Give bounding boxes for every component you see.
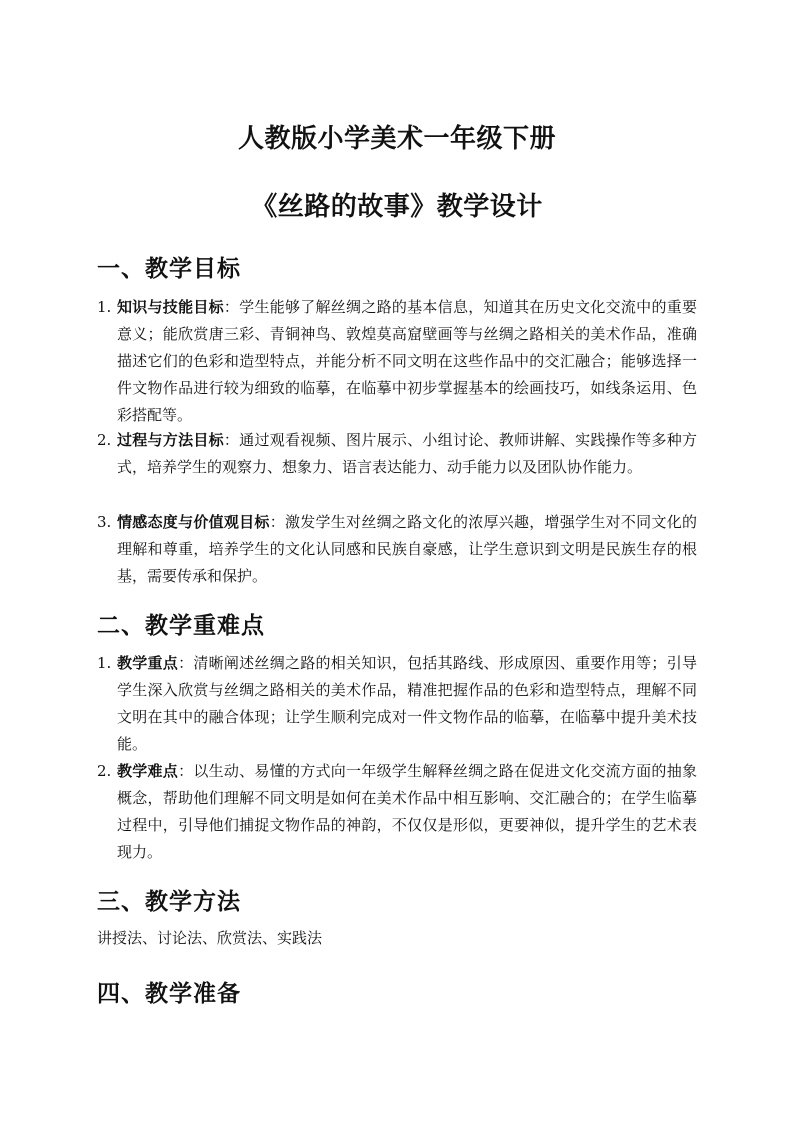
list-item-number: 1.	[97, 654, 112, 672]
methods-text: 讲授法、讨论法、欣赏法、实践法	[97, 929, 323, 947]
list-item-text: 学生能够了解丝绸之路的基本信息，知道其在历史文化交流中的重要意义；能欣赏唐三彩、青铜神鸟、敦煌莫高窟壁画等与丝绸之路相关的美术作品，准确描述它们的色彩和造型特点，并能分析不同文明在这些作品中的交汇融合；能够选择一件文物作品进行较为细致的临摹，在临摹中初步掌握基本的绘画技巧，如线条运用、色彩搭配等。	[117, 298, 697, 424]
list-item-number: 3.	[97, 513, 112, 531]
document-title: 人教版小学美术一年级下册	[237, 124, 556, 154]
list-item	[97, 509, 697, 590]
list-item-label: 教学难点	[117, 762, 179, 780]
list-item-label: 过程与方法目标	[117, 431, 224, 449]
list-item-number: 2.	[97, 762, 112, 780]
document-subtitle: 《丝路的故事》教学设计	[251, 192, 543, 222]
list-item-separator: ：	[269, 513, 285, 531]
list-item-text: 激发学生对丝绸之路文化的浓厚兴趣，增强学生对不同文化的理解和尊重，培养学生的文化认同感和民族自豪感，让学生意识到文明是民族生存的根基，需要传承和保护。	[117, 513, 697, 585]
list-item-text: 以生动、易懂的方式向一年级学生解释丝绸之路在促进文化交流方面的抽象概念，帮助他们理解不同文明是如何在美术作品中相互影响、交汇融合的；在学生临摹过程中，引导他们捕捉文物作品的神韵，不仅仅是形似，更要神似，提升学生的艺术表现力。	[117, 762, 697, 861]
section-heading-preparation: 四、教学准备	[97, 980, 241, 1007]
list-item-number: 1.	[97, 298, 112, 316]
section-heading-key-points: 二、教学重难点	[97, 612, 265, 639]
list-item	[97, 427, 697, 481]
list-item	[97, 758, 697, 866]
section-heading-methods: 三、教学方法	[97, 888, 241, 915]
list-item-text: 清晰阐述丝绸之路的相关知识，包括其路线、形成原因、重要作用等；引导学生深入欣赏与丝绸之路相关的美术作品，精准把握作品的色彩和造型特点，理解不同文明在其中的融合体现；让学生顺利完成对一件文物作品的临摹，在临摹中提升美术技能。	[117, 654, 697, 753]
list-item	[97, 294, 697, 429]
section-heading-objectives: 一、教学目标	[97, 255, 241, 282]
list-item-separator: ：	[223, 298, 240, 316]
list-item-label: 知识与技能目标	[117, 298, 224, 316]
list-item-number: 2.	[97, 431, 112, 449]
list-item-label: 教学重点	[117, 654, 179, 672]
list-item-separator: ：	[223, 431, 240, 449]
list-item-label: 情感态度与价值观目标	[117, 513, 270, 531]
list-item	[97, 650, 697, 758]
list-item-text: 通过观看视频、图片展示、小组讨论、教师讲解、实践操作等多种方式，培养学生的观察力、想象力、语言表达能力、动手能力以及团队协作能力。	[117, 431, 697, 476]
list-item-separator: ：	[178, 654, 194, 672]
list-item-separator: ：	[178, 762, 194, 780]
